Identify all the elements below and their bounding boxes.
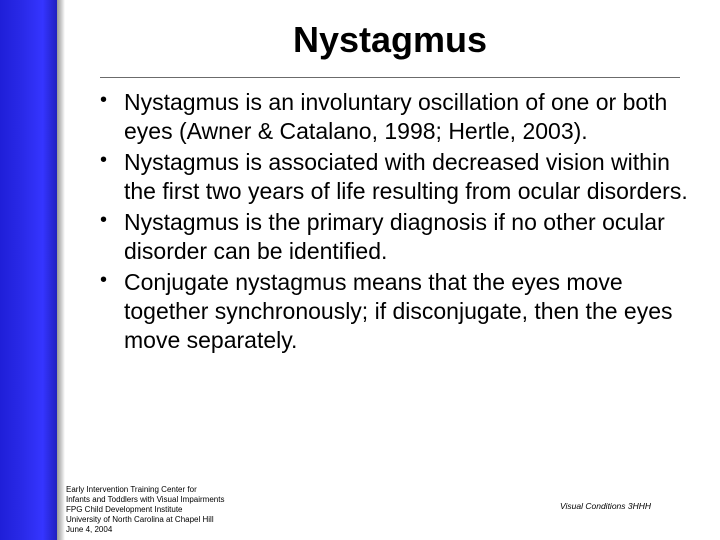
left-accent-bar bbox=[0, 0, 57, 540]
bullet-text: Nystagmus is the primary diagnosis if no other ocular disorder can be identified. bbox=[124, 209, 665, 264]
bullet-item bbox=[98, 148, 698, 206]
bullet-text: Nystagmus is associated with decreased vision within the first two years of life resulting from ocular disorders. bbox=[124, 149, 688, 204]
footer-slide-label: Visual Conditions 3HHH bbox=[560, 501, 652, 511]
bullet-item bbox=[98, 268, 698, 355]
bullet-text: Nystagmus is an involuntary oscillation of one or both eyes (Awner & Catalano, 1998; Hertle, 2003). bbox=[124, 89, 668, 144]
bullet-dot-icon: • bbox=[100, 149, 108, 171]
bullet-item bbox=[98, 88, 698, 146]
footer-date: June 4, 2004 bbox=[66, 525, 113, 534]
bullet-list bbox=[98, 88, 698, 357]
title-divider bbox=[100, 77, 680, 78]
footer-credits bbox=[66, 485, 296, 535]
bullet-item bbox=[98, 208, 698, 266]
footer-line: Early Intervention Training Center for bbox=[66, 485, 197, 494]
footer-line: Infants and Toddlers with Visual Impairments bbox=[66, 495, 225, 504]
slide-title: Nystagmus bbox=[292, 19, 488, 60]
bullet-dot-icon: • bbox=[100, 209, 108, 231]
bullet-dot-icon: • bbox=[100, 269, 108, 291]
bullet-dot-icon: • bbox=[100, 89, 108, 111]
bullet-text: Conjugate nystagmus means that the eyes move together synchronously; if disconjugate, then the eyes move separately. bbox=[124, 269, 673, 353]
footer-line: FPG Child Development Institute bbox=[66, 505, 183, 514]
footer-line: University of North Carolina at Chapel Hill bbox=[66, 515, 214, 524]
left-bar-shadow bbox=[57, 0, 65, 540]
